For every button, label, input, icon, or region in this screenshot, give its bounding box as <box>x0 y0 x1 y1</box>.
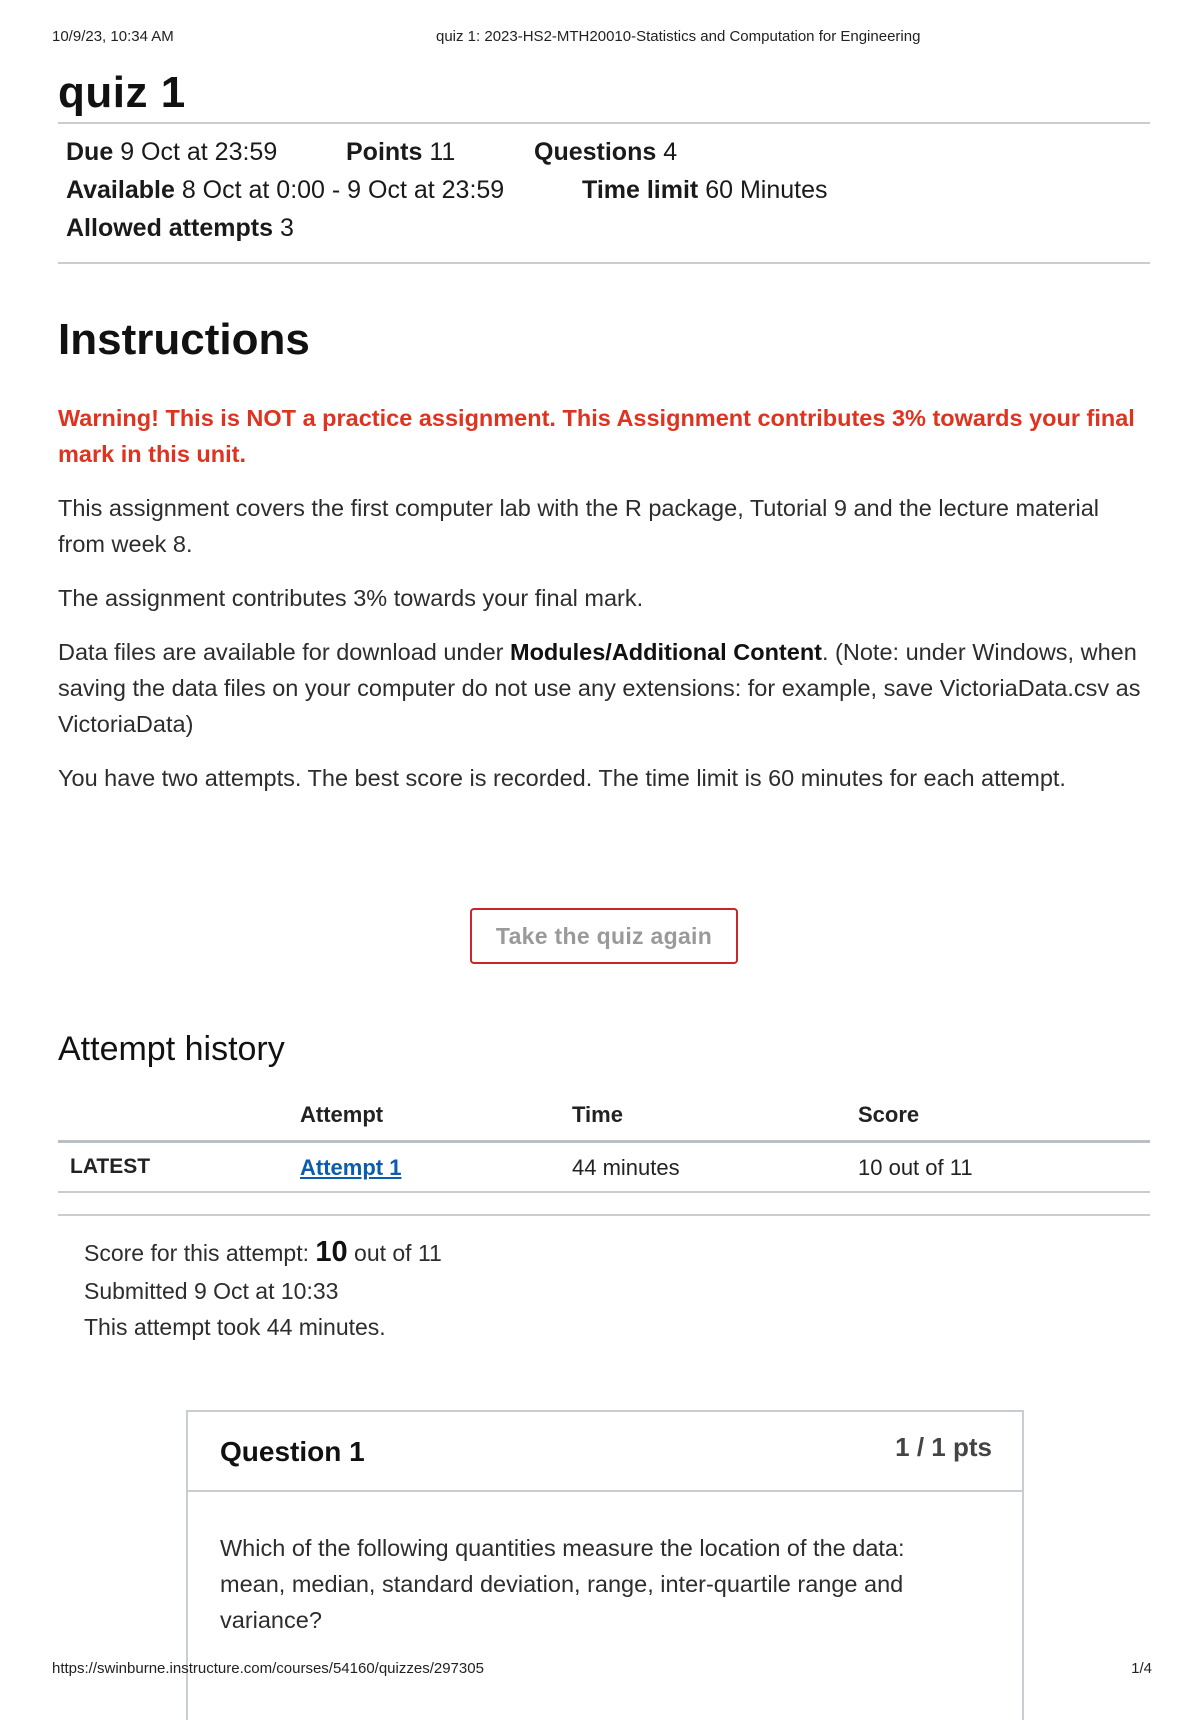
column-header-attempt: Attempt <box>300 1102 384 1127</box>
quiz-questions <box>534 138 677 167</box>
print-date: 10/9/23, 10:34 AM <box>52 28 174 45</box>
modules-location: Modules/Additional Content <box>510 639 822 665</box>
column-header-time: Time <box>572 1102 623 1127</box>
score-suffix: out of 11 <box>347 1240 442 1266</box>
divider <box>58 1214 1150 1216</box>
time-limit-label: Time limit <box>582 176 699 204</box>
latest-badge: LATEST <box>70 1155 151 1178</box>
attempt-time: 44 minutes <box>572 1155 680 1180</box>
available-label: Available <box>66 176 175 204</box>
instructions-heading: Instructions <box>58 315 310 364</box>
print-page-title: quiz 1: 2023-HS2-MTH20010-Statistics and Computation for Engineering <box>436 28 921 45</box>
question-points: 1 / 1 pts <box>895 1432 992 1462</box>
due-label: Due <box>66 138 114 166</box>
warning-text: Warning! This is NOT a practice assignment. This Assignment contributes 3% towards your final mark in this unit. <box>58 405 1135 467</box>
take-quiz-again-button[interactable]: Take the quiz again <box>470 908 738 964</box>
data-files-note: . (Note: under Windows, when saving the data files on your computer do not use any extensions: for example, save VictoriaData.csv as VictoriaData) <box>58 639 1141 737</box>
attempt-1-link[interactable]: Attempt 1 <box>300 1155 402 1180</box>
points-label: Points <box>346 138 423 166</box>
attempt-score: 10 out of 11 <box>858 1155 973 1180</box>
divider <box>58 122 1150 124</box>
instructions-paragraph: You have two attempts. The best score is recorded. The time limit is 60 minutes for each attempt. <box>58 765 1066 791</box>
attempt-history-table <box>58 1092 1150 1191</box>
quiz-points <box>346 138 455 167</box>
column-header-score: Score <box>858 1102 920 1127</box>
questions-label: Questions <box>534 138 657 166</box>
table-header-row <box>58 1092 1150 1140</box>
available-value: 8 Oct at 0:00 - 9 Oct at 23:59 <box>181 176 505 204</box>
score-prefix: Score for this attempt: <box>84 1240 316 1266</box>
question-title: Question 1 <box>220 1436 365 1467</box>
page-title: quiz 1 <box>58 68 186 117</box>
divider <box>58 1191 1150 1193</box>
data-files-text: Data files are available for download under <box>58 639 510 665</box>
questions-value: 4 <box>663 138 678 166</box>
instructions-paragraph <box>58 634 1150 742</box>
quiz-available <box>66 176 504 205</box>
points-value: 11 <box>429 138 456 166</box>
time-limit-value: 60 Minutes <box>705 176 828 204</box>
attempt-duration: This attempt took 44 minutes. <box>84 1314 386 1340</box>
page-number: 1/4 <box>1131 1660 1152 1677</box>
allowed-attempts-label: Allowed attempts <box>66 214 273 242</box>
allowed-attempts-value: 3 <box>279 214 294 242</box>
quiz-allowed-attempts <box>66 214 294 243</box>
quiz-due <box>66 138 277 167</box>
attempt-history-heading: Attempt history <box>58 1030 285 1068</box>
due-value: 9 Oct at 23:59 <box>120 138 278 166</box>
instructions-paragraph: The assignment contributes 3% towards your final mark. <box>58 585 644 611</box>
submitted-time: Submitted 9 Oct at 10:33 <box>84 1278 339 1304</box>
question-header <box>188 1412 1022 1492</box>
print-url: https://swinburne.instructure.com/courses/54160/quizzes/297305 <box>52 1660 484 1677</box>
score-value: 10 <box>315 1236 348 1268</box>
table-row <box>58 1143 1150 1191</box>
attempt-score-summary <box>84 1236 442 1269</box>
instructions-paragraph: This assignment covers the first computer lab with the R package, Tutorial 9 and the lecture material from week 8. <box>58 495 1100 557</box>
question-text: Which of the following quantities measure the location of the data: mean, median, standard deviation, range, inter-quartile range and variance? <box>220 1535 905 1633</box>
quiz-time-limit <box>582 176 828 205</box>
divider <box>58 262 1150 264</box>
